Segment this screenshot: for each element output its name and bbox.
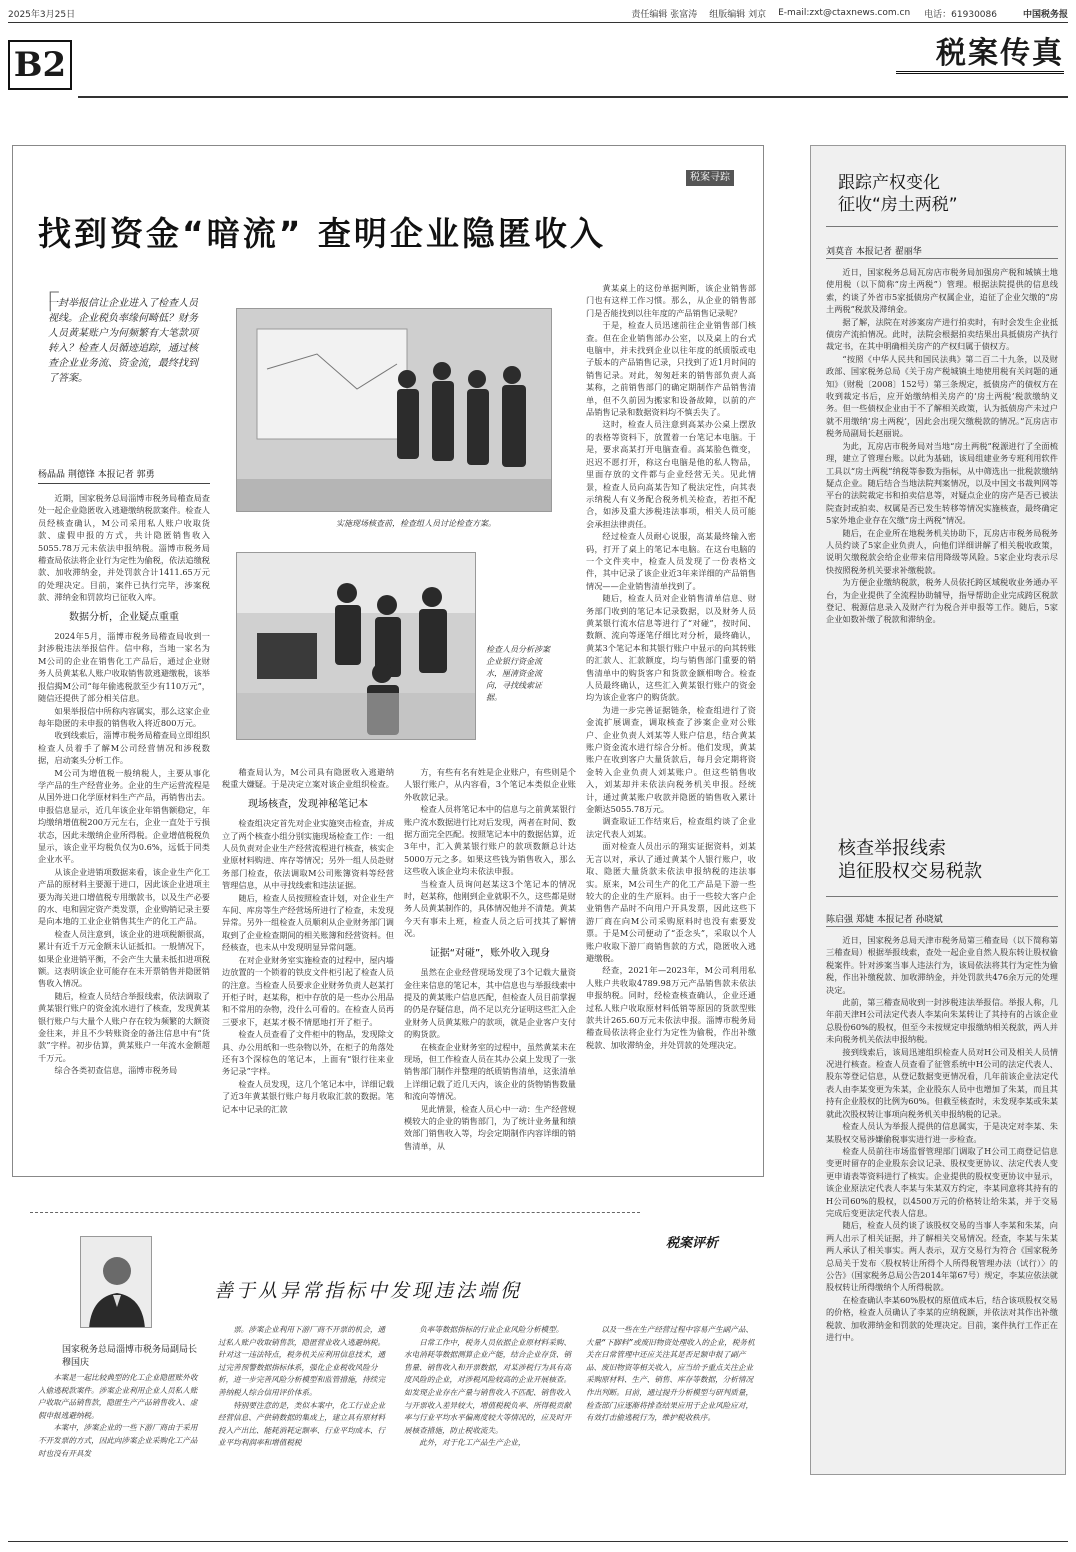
- main-col4-para: 随后，检查人员对企业销售清单信息、财务部门收到的笔记本记录数据，以及财务人员黄某银行流水信息等进行了“对碰”，按时间、数额、流向等逐笔仔细比对分析，最终确认，黄某3个笔记本和其银行账户中显示的向其转账的汇款人、汇款额度，均与销售部门重要的销售清单中的购货客户和货款金额相吻合。检查人员最终确认，这些汇入黄某银行账户的资金均为该企业客户的购货款。: [586, 593, 756, 703]
- story1-title-line1: 跟踪产权变化: [838, 173, 940, 193]
- author-portrait: [80, 1236, 152, 1328]
- main-col4-para: 于是，检查人员迅速前往企业销售部门核查。但在企业销售部办公室，以及桌上的台式电脑中，并未找到企业以往年度的纸质版或电子版本的产品销售记录，只找到了近1月时间的销售记录。对此，匆匆赶来的销售部负责人高某称，之前销售部门的确定期制作产品销售清单，但不久前因为搬家和设备故障，以前的产品销售记录和数据资料均不慎丢失了。: [586, 320, 756, 418]
- main-col3-para: 当检查人员询问赵某这3个笔记本的情况时，赵某称，他刚到企业就职不久，这些都是财务人员黄某制作的，具体情况他并不清楚。黄某今天有事未上班，检查人员之后可找其了解情况。: [404, 878, 576, 939]
- photo-team-discussion-image: [237, 309, 552, 512]
- commentary-para: 以及一些在生产经营过程中容易产生副产品、大量“下脚料”或废旧物资处理收入的企业，税务机关在日常管理中还应关注其是否足额申报了副产品、废旧物资等相关收入，应当给予重点关注企业采购原材料、生产、销售、库存等数据，分析情况作出判断。目前，通过提升分析模型与研判质量，检查部门应逐渐将排查结果应用于企业风险应对，有效打击偷逃税行为，维护税收秩序。: [586, 1325, 755, 1423]
- main-col1b-para: 收到线索后，淄博市税务局稽查局立即组织检查人员着手了解M公司经营情况和涉税数据，启动案头分析工作。: [38, 730, 210, 766]
- subhead-1: 数据分析，企业疑点重重: [69, 611, 179, 623]
- main-col1b-para: 2024年5月，淄博市税务局稽查局收到一封涉税违法举报信件。信中称，当地一家名为M公司的企业在销售化工产品后，通过企业财务人员黄某私人账户收取销售款逃避缴税，该举报信揭M公司“每年偷逃税款至少有110万元”，随信还提供了部分相关信息。: [38, 631, 210, 704]
- story1-para: 据了解，法院在对涉案房产进行拍卖时，有时会发生企业抵债房产流拍情况。此时，法院会根据拍卖结果出具抵债房产执行裁定书，在其中明确相关房产的产权归属于债权方。: [826, 316, 1058, 352]
- main-col4-para: 面对检查人员出示的翔实证据资料，刘某无言以对，承认了通过黄某个人银行账户，收取、隐匿大量货款未依法申报纳税的违法事实。原来，M公司生产的化工产品是下游一些较大的企业的生产原料。由于一些较大客户企业销售产品时不向用户开具发票，因此这些下游厂商在向M公司采购原料时也没有索要发票。于是M公司便动了“歪念头”，采取以个人账户收取下游厂商销售款的方式，隐匿收入逃避缴税。: [586, 841, 756, 963]
- main-column-1: [38, 492, 210, 1202]
- main-col2b-para: 检查组决定首先对企业实施突击检查，并成立了两个核查小组分别实施现场检查工作：一组人员负责对企业生产经营流程进行核查，核实企业原材料购进、库存等情况；另外一组人员赴财务部门检查，依法调取M公司账簿资料等经营管理信息，从中寻找线索和违法证据。: [222, 818, 394, 891]
- main-col1b-para: M公司为增值税一般纳税人，主要从事化学产品的生产经营业务。企业的生产运营流程是从国外进口化学原材料生产产品，再销售出去。申报信息显示，近几年该企业年销售额稳定，年均缴纳增值税200万元左右，企业一直处于亏损状态，因此未缴纳企业所得税。企业增值税税负显示，该企业平均税负仅为0.6%，远低于同类企业水平。: [38, 767, 210, 865]
- main-col2b-para: 检查人员查看了文件柜中的物品，发现除文具、办公用纸和一些杂物以外，在柜子的角落处还有3个深棕色的笔记本，上面有“银行往来业务记录”字样。: [222, 1029, 394, 1077]
- main-column-3: [404, 766, 576, 1202]
- paper-name: 中国税务报: [1022, 9, 1068, 20]
- photo2-caption: 检查人员分析涉案企业银行资金流水，厘清资金流向，寻找线索证据。: [486, 645, 550, 702]
- main-col1-para: 近期，国家税务总局淄博市税务局稽查局查处一起企业隐匿收入逃避缴纳税款案件。检查人员经核查确认，M公司采用私人账户收取货款、虚假申报的方式，共计隐匿销售收入5055.78万元未依法申报纳税。淄博市税务局稽查局依法将企业行为定性为偷税，依法追缴税款、加收滞纳金，并处罚款合计1411.65万元的处理决定。目前，案件已执行完毕，涉案税款、滞纳金和罚款均已征收入库。: [38, 493, 210, 603]
- commentary-para: 日常工作中，税务人员依据企业原材料采购、水电消耗等数据测算企业产能，结合企业存货、销售量、销售收入和开票数据，对某涉税行为具有高度风险的企业，对涉税风险较高的企业开展核查。如发现企业存在产量与销售收入不匹配、销售收入与开票收入差异较大，增值税税负率、所得税贡献率与行业平均水平偏离度较大等情况的，应及时开展核查措施，防止税收流失。: [404, 1337, 572, 1435]
- commentary-para: 本案是一起比较典型的化工企业隐匿账外收入偷逃税款案件。涉案企业利用企业人员私人账户收取产品销售款，隐匿生产产品销售收入、虚假申报逃避纳税。: [38, 1373, 198, 1420]
- designer-credit: 组版编辑 刘京: [709, 9, 767, 20]
- story2-title-line2: 追征股权交易税款: [838, 861, 982, 882]
- story2-para: 近日，国家税务总局天津市税务局第三稽查局（以下简称第三稽查局）根据举报线索，查处一起企业自然人股东转让股权偷税案件。针对涉案当事人违法行为，该局依法将其行为定性为偷税，作出补缴税款、加收滞纳金，并处罚款共476余万元的处理决定。: [826, 935, 1058, 995]
- main-col4-para: 经过检查人员耐心说服，高某最终输入密码，打开了桌上的笔记本电脑。在这台电脑的一个文件夹中，检查人员发现了一份表格文件，其中记录了该企业近3年来详细的产品销售情况——企业销售清单找到了。: [586, 531, 756, 591]
- commentary-headline: 善于从异常指标中发现违法端倪: [214, 1280, 523, 1302]
- story2-rule: [826, 896, 1058, 897]
- main-col2-para: 稽查局认为，M公司具有隐匿收入逃避纳税重大嫌疑。于是决定立案对该企业组织检查。: [222, 767, 394, 790]
- section-rule: [78, 96, 1068, 98]
- subhead-2: 现场核查，发现神秘笔记本: [248, 798, 368, 810]
- main-column-2: [222, 766, 394, 1202]
- main-col1b-para: 随后，检查人员结合举报线索，依法调取了黄某银行账户的资金流水进行了核查，发现黄某银行账户与大量个人账户存在较为频繁的大额资金往来，并且不少转账资金的备注信息中有“货款”字样。初步估算，黄某账户一年流水金额超千万元。: [38, 990, 210, 1063]
- commentary-para: 票。涉案企业利用下游厂商不开票的机会，通过私人账户收取销售款，隐匿营业收入逃避纳税。针对这一违法特点，税务机关应利用信息技术，通过完善预警数据指标体系，强化企业税收风险分析，进一步完善风险分析模型和监管措施，持续完善纳税人综合信用评价体系。: [218, 1325, 386, 1397]
- story1-rule: [826, 226, 1058, 227]
- commentary-column-2: [218, 1324, 390, 1522]
- commentary-column-4: [586, 1324, 758, 1522]
- story1-title-line2: 征收“房土两税”: [838, 195, 958, 215]
- main-col4-para: 经查，2021年—2023年，M公司利用私人账户共收取4789.98万元产品销售款未依法申报纳税。同时，经检查核查确认，企业还通过私人账户收取原材料低销等原因的货款型账款共计265.60万元未依法申报。淄博市税务局稽查局依法将企业行为定性为偷税，作出补缴税款、加收滞纳金，并处罚款的处理决定。: [586, 965, 756, 1050]
- quote-mark-icon: 「: [30, 290, 60, 325]
- main-byline: 杨晶晶 荆德锋 本报记者 郭勇: [38, 470, 155, 480]
- story2-title-line1: 核查举报线索: [838, 838, 946, 859]
- story2-para: 在检查确认李某60%股权的原值成本后，结合该项股权交易的价格，检查人员确认了李某的应纳税额，并依法对其作出补缴税款、加收滞纳金和罚款的处理决定。目前，案件执行工作正在进行中。: [826, 1294, 1058, 1342]
- commentary-tag: 税案评析: [666, 1236, 719, 1251]
- story2-para: 接到线索后，该局迅速组织检查人员对H公司及相关人员情况进行核查。检查人员查看了征管系统中H公司的法定代表人、股东等登记信息，从登记数据变更情况看，几年前该企业法定代表人由李某变更为朱某，企业股东人员中也增加了朱某，而且其持有企业股权的比例为60%。但截至核查时，未发现李某或朱某就此次股权转让事项向税务机关申报纳税的记录。: [826, 1046, 1058, 1119]
- main-col1b-para: 如果举报信中所称内容属实，那么这家企业每年隐匿的未申报的销售收入将近800万元。: [38, 705, 210, 728]
- commentary-author: 国家税务总局淄博市税务局副局长 穆国庆: [62, 1345, 198, 1368]
- byline-rule: [38, 483, 210, 484]
- story2-byline-rule: [826, 926, 1058, 927]
- story1-para: 为方便企业缴纳税款，税务人员依托跨区域税收业务通办平台，为企业提供了全流程协助辅导，指导帮助企业完成跨区税款登记、税源信息录入及财产行为税合并申报等工作。随后，5家企业如数补缴了税款和滞纳金。: [826, 577, 1058, 625]
- issue-date: 2025年3月25日: [8, 9, 76, 20]
- story1-body: [826, 266, 1058, 798]
- story1-para: 随后，在企业所在地税务机关协助下，瓦房店市税务局税务人员约谈了5家企业负责人，向他们详细讲解了相关税收政策，说明欠缴税款会给企业带来信用降级等风险。5家企业均表示尽快按照税务机关要求补缴税款。: [826, 527, 1058, 575]
- phone: 电话：61930086: [924, 9, 997, 20]
- main-col1b-para: 综合各类初查信息，淄博市税务局: [54, 1065, 178, 1076]
- main-col4-para: 这时，检查人员注意到高某办公桌上摆放的表格等资料下，放置着一台笔记本电脑。于是，要求高某打开电脑查看。高某脸色微变，迟迟不愿打开，称这台电脑是他的私人物品，里面存放的文件都与企业经营无关。见此情景，检查人员向高某告知了税法定性，向其表示纳税人有义务配合税务机关检查，若拒不配合，如涉及重大涉税违法事项，相关人员可能会承担法律责任。: [586, 419, 756, 529]
- commentary-column-3: [404, 1324, 576, 1522]
- main-col2b-para: 在对企业财务室实施检查的过程中，屋内墙边放置的一个锁着的铁皮文件柜引起了检查人员的注意。当检查人员要求企业财务负责人赵某打开柜子时，赵某称，柜中存放的是一些办公用品和不常用的杂物，没什么可看的。在检查人员再三要求下，赵某才极不情愿地打开了柜子。: [222, 954, 394, 1027]
- main-col4-para: 为进一步完善证据链条，检查组进行了资金流扩展调查，调取核查了涉案企业对公账户、企业负责人刘某等人账户信息，结合黄某账户资金流水进行综合分析。他们发现，黄某账户在收到客户大量货款后，每月会定期将资金转入企业负责人刘某账户。但这些销售收入，刘某却并未依法向税务机关申报。经统计，通过黄某账户收款并隐匿的销售收入累计金额达5055.78万元。: [586, 704, 756, 815]
- photo-analysis: [236, 552, 476, 740]
- main-col3-para: 检查人员将笔记本中的信息与之前黄某银行账户流水数据进行比对后发现，两者在时间、数据方面完全匹配。按照笔记本中的数据估算，近3年中，汇入黄某银行账户的款项数额总计达5000万元之多。如果这些钱为销售收入，那么这些收入该企业均未依法申报。: [404, 804, 576, 877]
- story2-para: 检查人员认为举报人提供的信息属实，于是决定对李某、朱某股权交易涉嫌偷税事实进行进一步检查。: [826, 1121, 1058, 1144]
- page-number: B2: [8, 40, 72, 90]
- story1-byline: 刘莫音 本报记者 翟丽华: [826, 247, 922, 257]
- story2-para: 检查人员前往市场监督管理部门调取了H公司工商登记信息变更时留存的企业股东会议记录、股权变更协议、法定代表人变更申请表等资料进行了核实。企业提供的股权变更协议中显示，该企业原法定代表人李某与朱某双方约定，李某同意将其持有的H公司60%的股权，以4500万元的价格转让给朱某，并于交易完成后变更法定代表人信息。: [826, 1145, 1058, 1218]
- story1-para: 为此，瓦房店市税务局对当地“房土两税”税源进行了全面梳理，建立了管理台账。以此为基础，该局组建业务专班利用软件工具以“房土两税”纳税等参数为指标，从中筛选出一批税款缴纳疑点企业。随后结合当地法院判案情况，以及中国文书裁判网等平台的法院裁定书和拍卖信息等，对疑点企业的房产是否已被法院查封或拍卖、权属是否已发生转移等情况实施核查，最终确定5家外地企业存在欠缴“房土两税”情况。: [826, 440, 1058, 526]
- commentary-para: 特别要注意的是，类似本案中，化工行业企业经营信息、产供销数据的集成上，建立具有原材料投入产出比、能耗消耗定额率、行业平均成本、行业平均利润率和增值税税: [218, 1400, 386, 1448]
- editor-credit: 责任编辑 张富涛: [631, 9, 698, 20]
- main-headline: 找到资金“暗流” 查明企业隐匿收入: [38, 214, 606, 253]
- story2-body: [826, 934, 1058, 1466]
- main-col3b-para: 见此情景，检查人员心中一动：生产经营规模较大的企业的销售部门，为了统计业务量和绩效部门销售收入等，均会定期制作内容详细的销售清单，从: [404, 1103, 576, 1151]
- story1-para: 近日，国家税务总局瓦房店市税务局加强房产税和城镇土地使用税（以下简称“房土两税”）管理。根据法院提供的信息线索，约谈了外省市5家抵债房产权属企业，追征了企业欠缴的“房土两税”税款及滞纳金。: [826, 267, 1058, 315]
- commentary-para: 负率等数据指标的行业企业风险分析模型。: [419, 1325, 564, 1334]
- section-title: 税案传真: [896, 34, 1064, 74]
- main-col3b-para: 虽然在企业经营现场发现了3个记载大量资金往来信息的笔记本，其中信息也与举报线索中提及的黄某账户信息匹配，但检查人员目前掌握的仍是存疑信息，尚不足以充分证明这些汇入企业财务人员黄某账户的款项，就是企业客户支付的购货款。: [404, 967, 576, 1040]
- story2-byline: 陈启强 郑婕 本报记者 孙晓斌: [826, 915, 943, 925]
- main-col4-para: 黄某桌上的这份单据判断，该企业销售部门也有这样工作习惯。那么，从企业的销售部门是否能找到以往年度的产品销售记录呢？: [586, 283, 756, 318]
- main-col3-para: 方，有些有名有姓是企业账户，有些则是个人银行账户，从内容看，3个笔记本类似企业账外收款记录。: [404, 767, 576, 802]
- header-rule: [8, 22, 1068, 23]
- main-col3b-para: 在核查企业财务室的过程中，虽然黄某未在现场，但工作检查人员在其办公桌上发现了一张销售部门制作并整理的纸质销售清单，这张清单上详细记载了近几天内，该企业的货物销售数量和流向等情况。: [404, 1041, 576, 1102]
- lead-paragraph: 一封举报信让企业进入了检查人员视线。企业税负率缘何畸低？财务人员黄某账户为何频繁有大笔款项转入？检查人员循迹追踪，通过核查企业业务流、资金流，最终找到了答案。: [48, 298, 198, 384]
- commentary-column-1: [38, 1372, 200, 1522]
- main-col1b-para: 从该企业进销项数据来看，该企业生产化工产品的原材料主要源于进口，因此该企业进项主要为海关进口增值税专用缴款书，以及生产必要的水、电和固定资产类发票，企业购销记录主要是向本地的工业企业销售其生产的化工产品。: [38, 866, 210, 927]
- story2-para: 此前，第三稽查局收到一封涉税违法举报信。举报人称，几年前天津H公司法定代表人李某向朱某转让了其持有的占该企业总股份60%的股权，但至今未按规定申报缴纳相关税款，两人并未向税务机关依法申报纳税。: [826, 997, 1058, 1045]
- story1-byline-rule: [826, 258, 1058, 259]
- footer-rule: [8, 1541, 1068, 1542]
- photo1-caption: 实施现场核查前，检查组人员讨论检查方案。: [336, 519, 496, 528]
- subhead-3: 证据“对碰”，账外收入现身: [429, 947, 551, 959]
- commentary-para: 本案中，涉案企业的一些下游厂商由于采用不开发票的方式，因此向涉案企业采购化工产品时也没有开具发: [38, 1423, 198, 1458]
- commentary-divider: [30, 1212, 640, 1213]
- main-col1b-para: 检查人员注意到，该企业的进项税额很高，累计有近千万元金额未认证抵扣。一般情况下，如果企业进销平衡，不会产生大量未抵扣进项税额。这表明该企业可能存在未开票销售并隐匿销售收入情况。: [38, 928, 210, 989]
- main-col2b-para: 检查人员发现，这几个笔记本中，详细记载了近3年黄某银行账户每月收取汇款的数据。笔记本中记录的汇款: [222, 1078, 394, 1114]
- author-portrait-image: [81, 1237, 152, 1328]
- main-col4-para: 调查取证工作结束后，检查组约谈了企业法定代表人刘某。: [586, 816, 756, 839]
- column-tag: 税案寻踪: [686, 170, 734, 186]
- photo-analysis-image: [237, 553, 476, 740]
- email: E-mail:zxt@ctaxnews.com.cn: [778, 8, 911, 18]
- story2-para: 随后，检查人员约谈了该股权交易的当事人李某和朱某，向两人出示了相关证据，并了解相关交易情况。经查，李某与朱某两人承认了相关事实。两人表示，双方交易行为符合《国家税务总局关于发布〈股权转让所得个人所得税管理办法（试行）〉的公告》（国家税务总局公告2014年第67号）规定，李某应依法就股权转让所得缴纳个人所得税款。: [826, 1220, 1058, 1293]
- main-column-4: [586, 282, 756, 1202]
- story1-para: “按照《中华人民共和国民法典》第二百二十九条，以及财政部、国家税务总局《关于房产税城镇土地使用税有关问题的通知》（财税〔2008〕152号）第三条规定，抵债房产的债权方在收到裁定书后，应开始缴纳相关房产的‘房土两税’税款缴纳义务。但一些债权企业由于不了解相关政策，认为抵债房产未过户就不用缴纳‘房土两税’，因此会出现欠缴税款的情况。”瓦房店市税务局副局长赵丽说。: [826, 353, 1058, 439]
- photo-team-discussion: [236, 308, 552, 512]
- main-col2b-para: 随后，检查人员按照检查计划，对企业生产车间、库房等生产经营场所进行了检查，未发现异常。另外一组检查人员顺利从企业财务部门调取到了企业检查期间的相关账簿和经营资料。但经核查，也未从中发现明显异常问题。: [222, 892, 394, 953]
- commentary-para: 此外，对于化工产品生产企业，: [419, 1438, 526, 1448]
- page-header: [8, 6, 1068, 20]
